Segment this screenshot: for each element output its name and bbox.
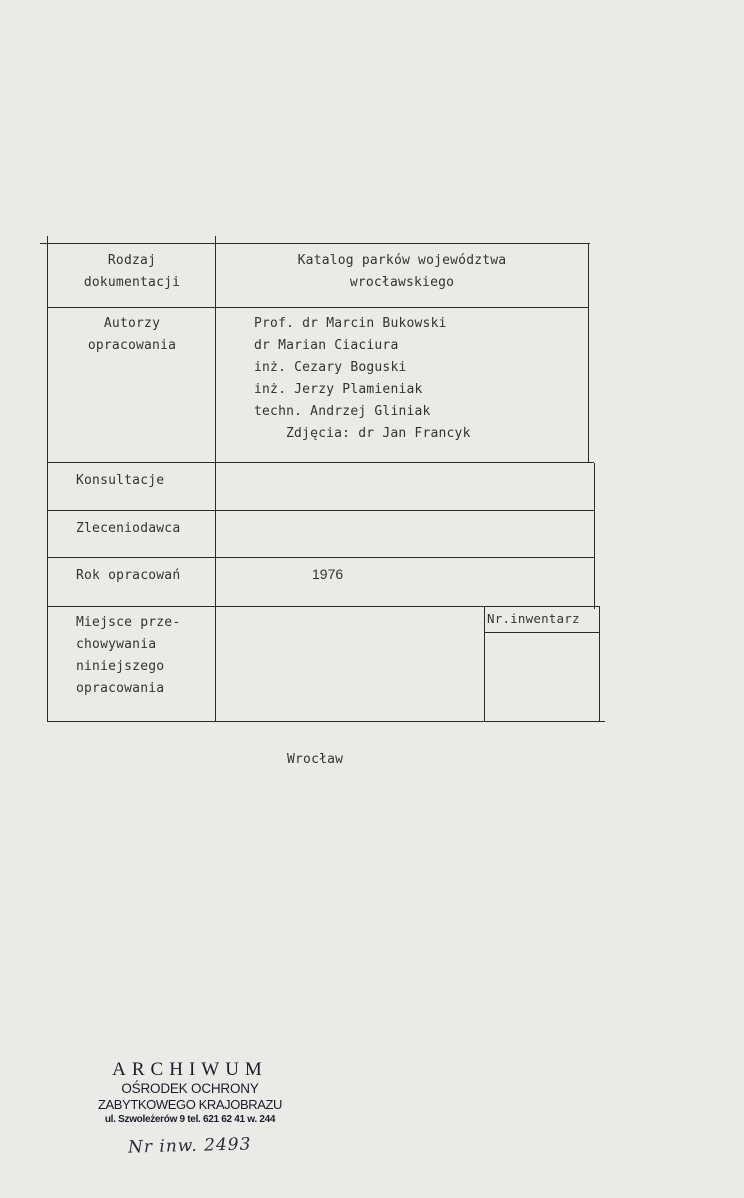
- handwritten-inventory-number: Nr inw. 2493: [127, 1134, 252, 1158]
- label-storage-place: Miejsce prze- chowywania niniejszego opracowania: [76, 615, 181, 696]
- inventory-divider: [484, 606, 485, 722]
- table-border-right-bottom: [599, 606, 600, 722]
- table-top: [40, 243, 590, 244]
- stamp-archive-title: ARCHIWUM: [112, 1059, 268, 1080]
- table-border-left: [47, 236, 48, 722]
- row-divider-4: [47, 557, 594, 558]
- label-document-type: Rodzaj dokumentacji: [83, 253, 181, 290]
- inventory-header-line: [484, 632, 600, 633]
- label-year: Rok opracowań: [76, 568, 181, 583]
- value-year: 1976: [312, 566, 344, 582]
- stamp-institution-line1: OŚRODEK OCHRONY: [121, 1081, 259, 1096]
- label-authors: Autorzy opracowania: [87, 316, 177, 353]
- row-divider-3: [47, 510, 594, 511]
- label-inventory-number: Nr.inwentarz: [487, 611, 580, 626]
- value-document-type: Katalog parków województwa wrocławskiego: [297, 253, 507, 290]
- label-consultations: Konsultacje: [76, 473, 165, 488]
- table-border-right: [588, 243, 589, 463]
- row-divider-5: [47, 606, 600, 607]
- table-bottom: [47, 721, 605, 722]
- archive-stamp: [80, 1060, 300, 1127]
- table-border-right-lower: [594, 463, 595, 609]
- row-divider-1: [47, 307, 588, 308]
- stamp-address: ul. Szwoleżerów 9 tel. 621 62 41 w. 244: [104, 1114, 276, 1125]
- stamp-institution-line2: ZABYTKOWEGO KRAJOBRAZU: [97, 1097, 283, 1112]
- place-of-publication: Wrocław: [287, 752, 344, 767]
- label-commissioning-party: Zleceniodawca: [76, 521, 181, 536]
- value-authors: Prof. dr Marcin Bukowski dr Marian Ciaciura inż. Cezary Boguski inż. Jerzy Plamieniak techn. Andrzej Gliniak Zdjęcia: dr Jan Francyk: [254, 316, 471, 441]
- row-divider-2: [47, 462, 594, 463]
- table-divider-label: [215, 236, 216, 722]
